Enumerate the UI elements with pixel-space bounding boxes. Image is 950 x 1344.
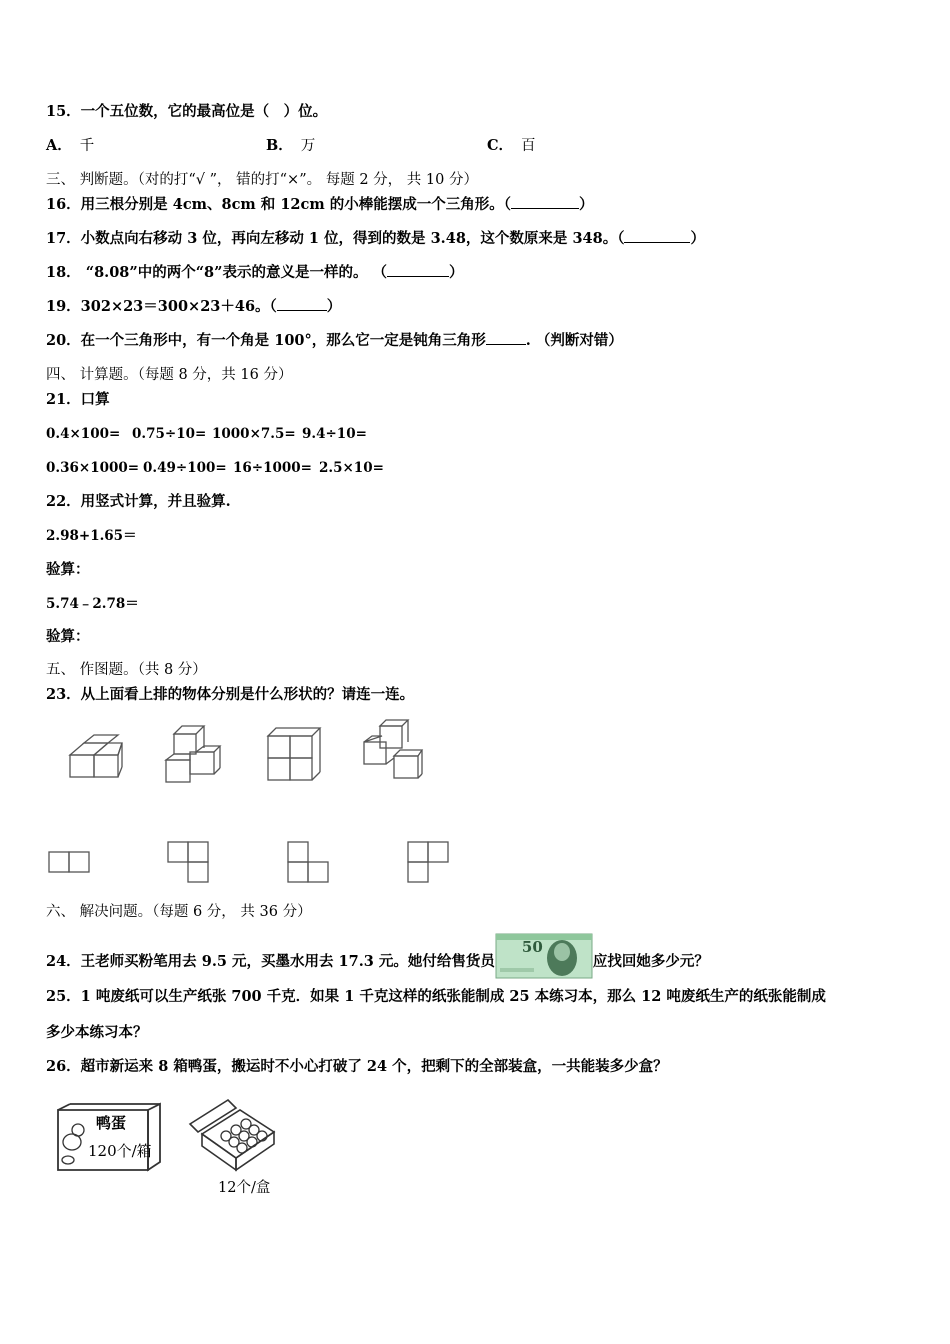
check-label-2: 验算：: [46, 628, 90, 645]
option-c: C． 百: [487, 137, 536, 154]
section-5-heading: 五、 作图题。（共 8 分）: [46, 662, 207, 678]
section-3-heading: 三、 判断题。（对的打“√ ”， 错的打“×”。 每题 2 分， 共 10 分）: [46, 172, 478, 188]
oral-calc-7: 16÷1000=: [233, 460, 312, 476]
question-23: 23．从上面看上排的物体分别是什么形状的？请连一连。: [46, 686, 415, 703]
question-19: 19．302×23＝300×23＋46。（ ）: [46, 298, 342, 315]
banknote-value: 50: [521, 938, 543, 956]
question-25-line-1: 25．1 吨废纸可以生产纸张 700 千克．如果 1 千克这样的纸张能制成 25 本练习本，那么 12 吨废纸生产的纸张能制成: [46, 988, 826, 1005]
question-26: 26．超市新运来 8 箱鸭蛋，搬运时不小心打破了 24 个，把剩下的全部装盒，一共能装多少盒？: [46, 1058, 668, 1075]
cube-figure-1: [66, 735, 126, 781]
egg-carton-label: 12个/盒: [218, 1180, 271, 1196]
answer-blank: [511, 196, 579, 209]
section-4-heading: 四、 计算题。（每题 8 分，共 16 分）: [46, 367, 293, 383]
question-21: 21．口算: [46, 391, 110, 408]
question-24: 24．王老师买粉笔用去 9.5 元，买墨水用去 17.3 元。她付给售货员 50 应找回她多少元？: [46, 940, 709, 984]
cube-figure-3: [264, 726, 322, 782]
answer-blank: [277, 298, 327, 311]
egg-crate-label: 120个/箱: [88, 1142, 152, 1160]
top-view-3: [286, 840, 332, 886]
egg-crate-title: 鸭蛋: [96, 1114, 127, 1132]
question-15: 15．一个五位数，它的最高位是（ ）位。: [46, 103, 328, 120]
oral-calc-6: 0.49÷100=: [143, 460, 227, 476]
oral-calc-3: 1000×7.5=: [212, 426, 296, 442]
cube-figure-2: [162, 724, 224, 784]
oral-calc-4: 9.4÷10=: [302, 426, 367, 442]
section-6-heading: 六、 解决问题。（每题 6 分， 共 36 分）: [46, 904, 312, 920]
oral-calc-8: 2.5×10=: [319, 460, 384, 476]
question-20: 20．在一个三角形中，有一个角是 100°，那么它一定是钝角三角形 . （判断对错）: [46, 332, 623, 349]
question-17: 17．小数点向右移动 3 位，再向左移动 1 位，得到的数是 3.48，这个数原来是 348。（ ）: [46, 230, 705, 247]
top-view-4: [406, 840, 452, 886]
top-view-1: [48, 850, 92, 876]
top-view-2: [166, 840, 212, 886]
oral-calc-1: 0.4×100=: [46, 426, 121, 442]
question-18: 18． “8.08”中的两个“8”表示的意义是一样的。 （ ）: [46, 264, 464, 281]
option-b: B． 万: [266, 137, 316, 154]
banknote-image: [496, 934, 592, 978]
check-label-1: 验算：: [46, 561, 90, 578]
answer-blank: [624, 230, 690, 243]
question-22: 22．用竖式计算，并且验算.: [46, 493, 231, 510]
question-25-line-2: 多少本练习本？: [46, 1024, 148, 1041]
cube-figure-4: [358, 718, 426, 782]
egg-carton: [188, 1098, 280, 1174]
answer-blank: [387, 264, 449, 277]
question-16: 16．用三根分别是 4cm、8cm 和 12cm 的小棒能摆成一个三角形。（ ）: [46, 196, 594, 213]
oral-calc-5: 0.36×1000=: [46, 460, 140, 476]
answer-blank: [486, 332, 526, 345]
vertical-calc-2: 5.74﹣2.78＝: [46, 596, 139, 612]
option-a: A． 千: [46, 137, 95, 154]
banknote: [496, 940, 592, 984]
oral-calc-2: 0.75÷10=: [132, 426, 207, 442]
vertical-calc-1: 2.98+1.65＝: [46, 528, 137, 544]
